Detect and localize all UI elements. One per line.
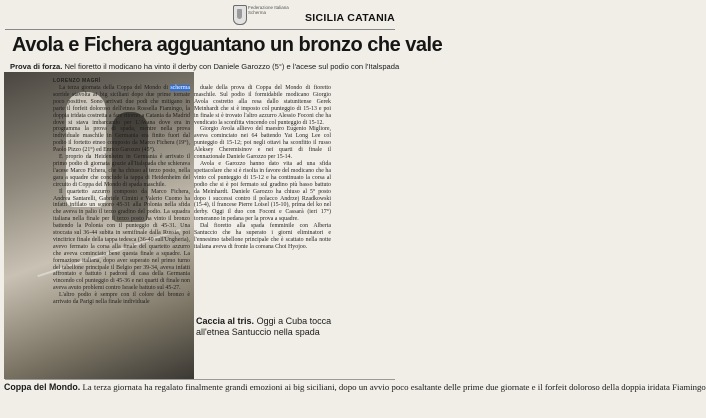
footer-divider	[5, 379, 395, 380]
subheadline-kicker: Prova di forza.	[10, 62, 63, 71]
paragraph: Il quartetto azzurro composto da Marco Fichera, Andrea Santarelli, Gabriele Cimini e Valerio Cuomo ha infatti infilato un sonoro 45-31 alla Polonia nella sfida che aveva in palio il terzo gradino del podio. La squadra italiana nella finale per il terzo posto ha vinto il bronzo battendo la Polonia con il punteggio di 45-31. Una stoccata sul 36-44 subita in semifinale dalla Russia, poi vincitrice finale della tappa tedesca (36-40 sull'Ungheria), avevo fermato la corsa alla finale del quartetto azzurro che aveva cominciato bene questa finale a squadre. La formazione italiana, dopo aver superato nel primo turno del tabellone principale il Belgio per 39-34, aveva infatti affrontato e battuto i padroni di casa della Germania vincendo col punteggio di 45-36 e nei quarti di finale non aveva avuto problemi contro Israele battuto sul 45-27.	[53, 188, 190, 292]
article-column-1	[53, 85, 190, 338]
headline: Avola e Fichera agguantano un bronzo che vale	[12, 34, 443, 56]
paragraph: L'altro podio è sempre con il colore del bronzo è arrivato da Parigi nella finale individuale	[53, 292, 190, 306]
paragraph: Giorgio Avola allievo del maestro Eugenio Migliore, aveva cominciato nei 64 battendo Yat Long Lee col punteggio di 15-12; poi negli ottavi ha sconfitto il russo Aleksey Cheremisinov e nei quarti di finale il connazionale Daniele Garozzo per 15-14.	[194, 126, 331, 161]
teaser-kicker: Caccia al tris.	[196, 316, 255, 326]
text-run: La terza giornata della Coppa del Mondo di	[59, 85, 169, 91]
byline: LORENZO MAGRÌ	[53, 78, 101, 84]
shield-icon	[233, 5, 247, 25]
highlighted-word[interactable]: scherma	[170, 85, 190, 91]
text-run: sorride stavolta ai big siciliani dopo due prime tornate poco positive. Sono arrivati due podi che mitigano in parte il forfeit doloroso dell'etnea Rossella Fiamingo, la doppia iridata costretta a fare ritorno a Catania da Madrid dove si stava imbarcando per L'Avana dove era in programma la prova di spada, mentre nella prova individuale maschile in Germania era finito fuori dal podio il fortetto etneo composto da Marco Fichera (19°), Paolo Pizzo (21°) ed Enrico Garozzo (45°).	[53, 91, 190, 154]
subheadline-text: Nel fioretto il modicano ha vinto il derby con Daniele Garozzo (5°) e l'acese sul podio con l'Italspada	[64, 62, 400, 71]
sidebar-teaser	[196, 316, 336, 338]
section-title: SICILIA CATANIA	[305, 12, 396, 24]
footer-text: La terza giornata ha regalato finalmente grandi emozioni ai big siciliani, dopo un avvio poco esaltante delle prime due giornate e il forfeit doloroso della doppia iridata Fiamingo	[82, 382, 706, 392]
paragraph: Avola e Garozzo hanno dato vita ad una sfida spettacolare che si è risolta in favore del modicano che ha vinto col punteggio di 15-12 e ha continuato la corsa al podio che si è poi fermato sul gradino più basso battuto da Meinhardt. Daniele Garozzo ha chiuso al 5° posto dopo i successi contro il polacco Andrzej Rzadkowski (15-4), il francese Pierre Loisel (15-10), prima del ko nel derby. Oggi il duo con Foconi e Cassarà (ieri 17°) torneranno in pedana per la prova a squadre.	[194, 160, 331, 223]
footer-kicker: Coppa del Mondo.	[4, 382, 81, 392]
paragraph: Dal fioretto alla spada femminile con Alberta Santuccio che ha superato i giorni eliminatori e l'ennesimo tabellone principale che è scattato nella notte italiana aveva di fronte la coreana Choi Hyojoo.	[194, 223, 331, 250]
paragraph: E proprio da Heidenheim in Germania è arrivato il primo podio di giornata grazie all'Italspada che schierava l'acese Marco Fichera, che ha chiuso al terzo posto, nella gara a squadre che conclude la tappa di Heidenheim del circuito di Coppa del Mondo di spada maschile.	[53, 154, 190, 188]
logo-text: Federazione Italiana Scherma	[248, 5, 289, 15]
footer-article	[4, 382, 706, 394]
paragraph	[53, 85, 190, 154]
subheadline	[10, 62, 400, 72]
federation-logo	[233, 4, 295, 26]
paragraph: duale della prova di Coppa del Mondo di fioretto maschile. Sul podio il formidabile modicano Giorgio Avola costretto alla resa dallo statunitense Gerek Meinhardt che si è imposto col punteggio di 15-13 e poi in finale si è trovato l'altro azzurro Alessio Foconi che ha vendicato la sconfitta vincendo col punteggio di 15-12.	[194, 85, 331, 126]
header-divider	[5, 29, 395, 30]
teaser-text: Oggi a Cuba tocca all'etnea Santuccio nella spada	[196, 316, 332, 337]
article-column-2	[194, 85, 331, 308]
